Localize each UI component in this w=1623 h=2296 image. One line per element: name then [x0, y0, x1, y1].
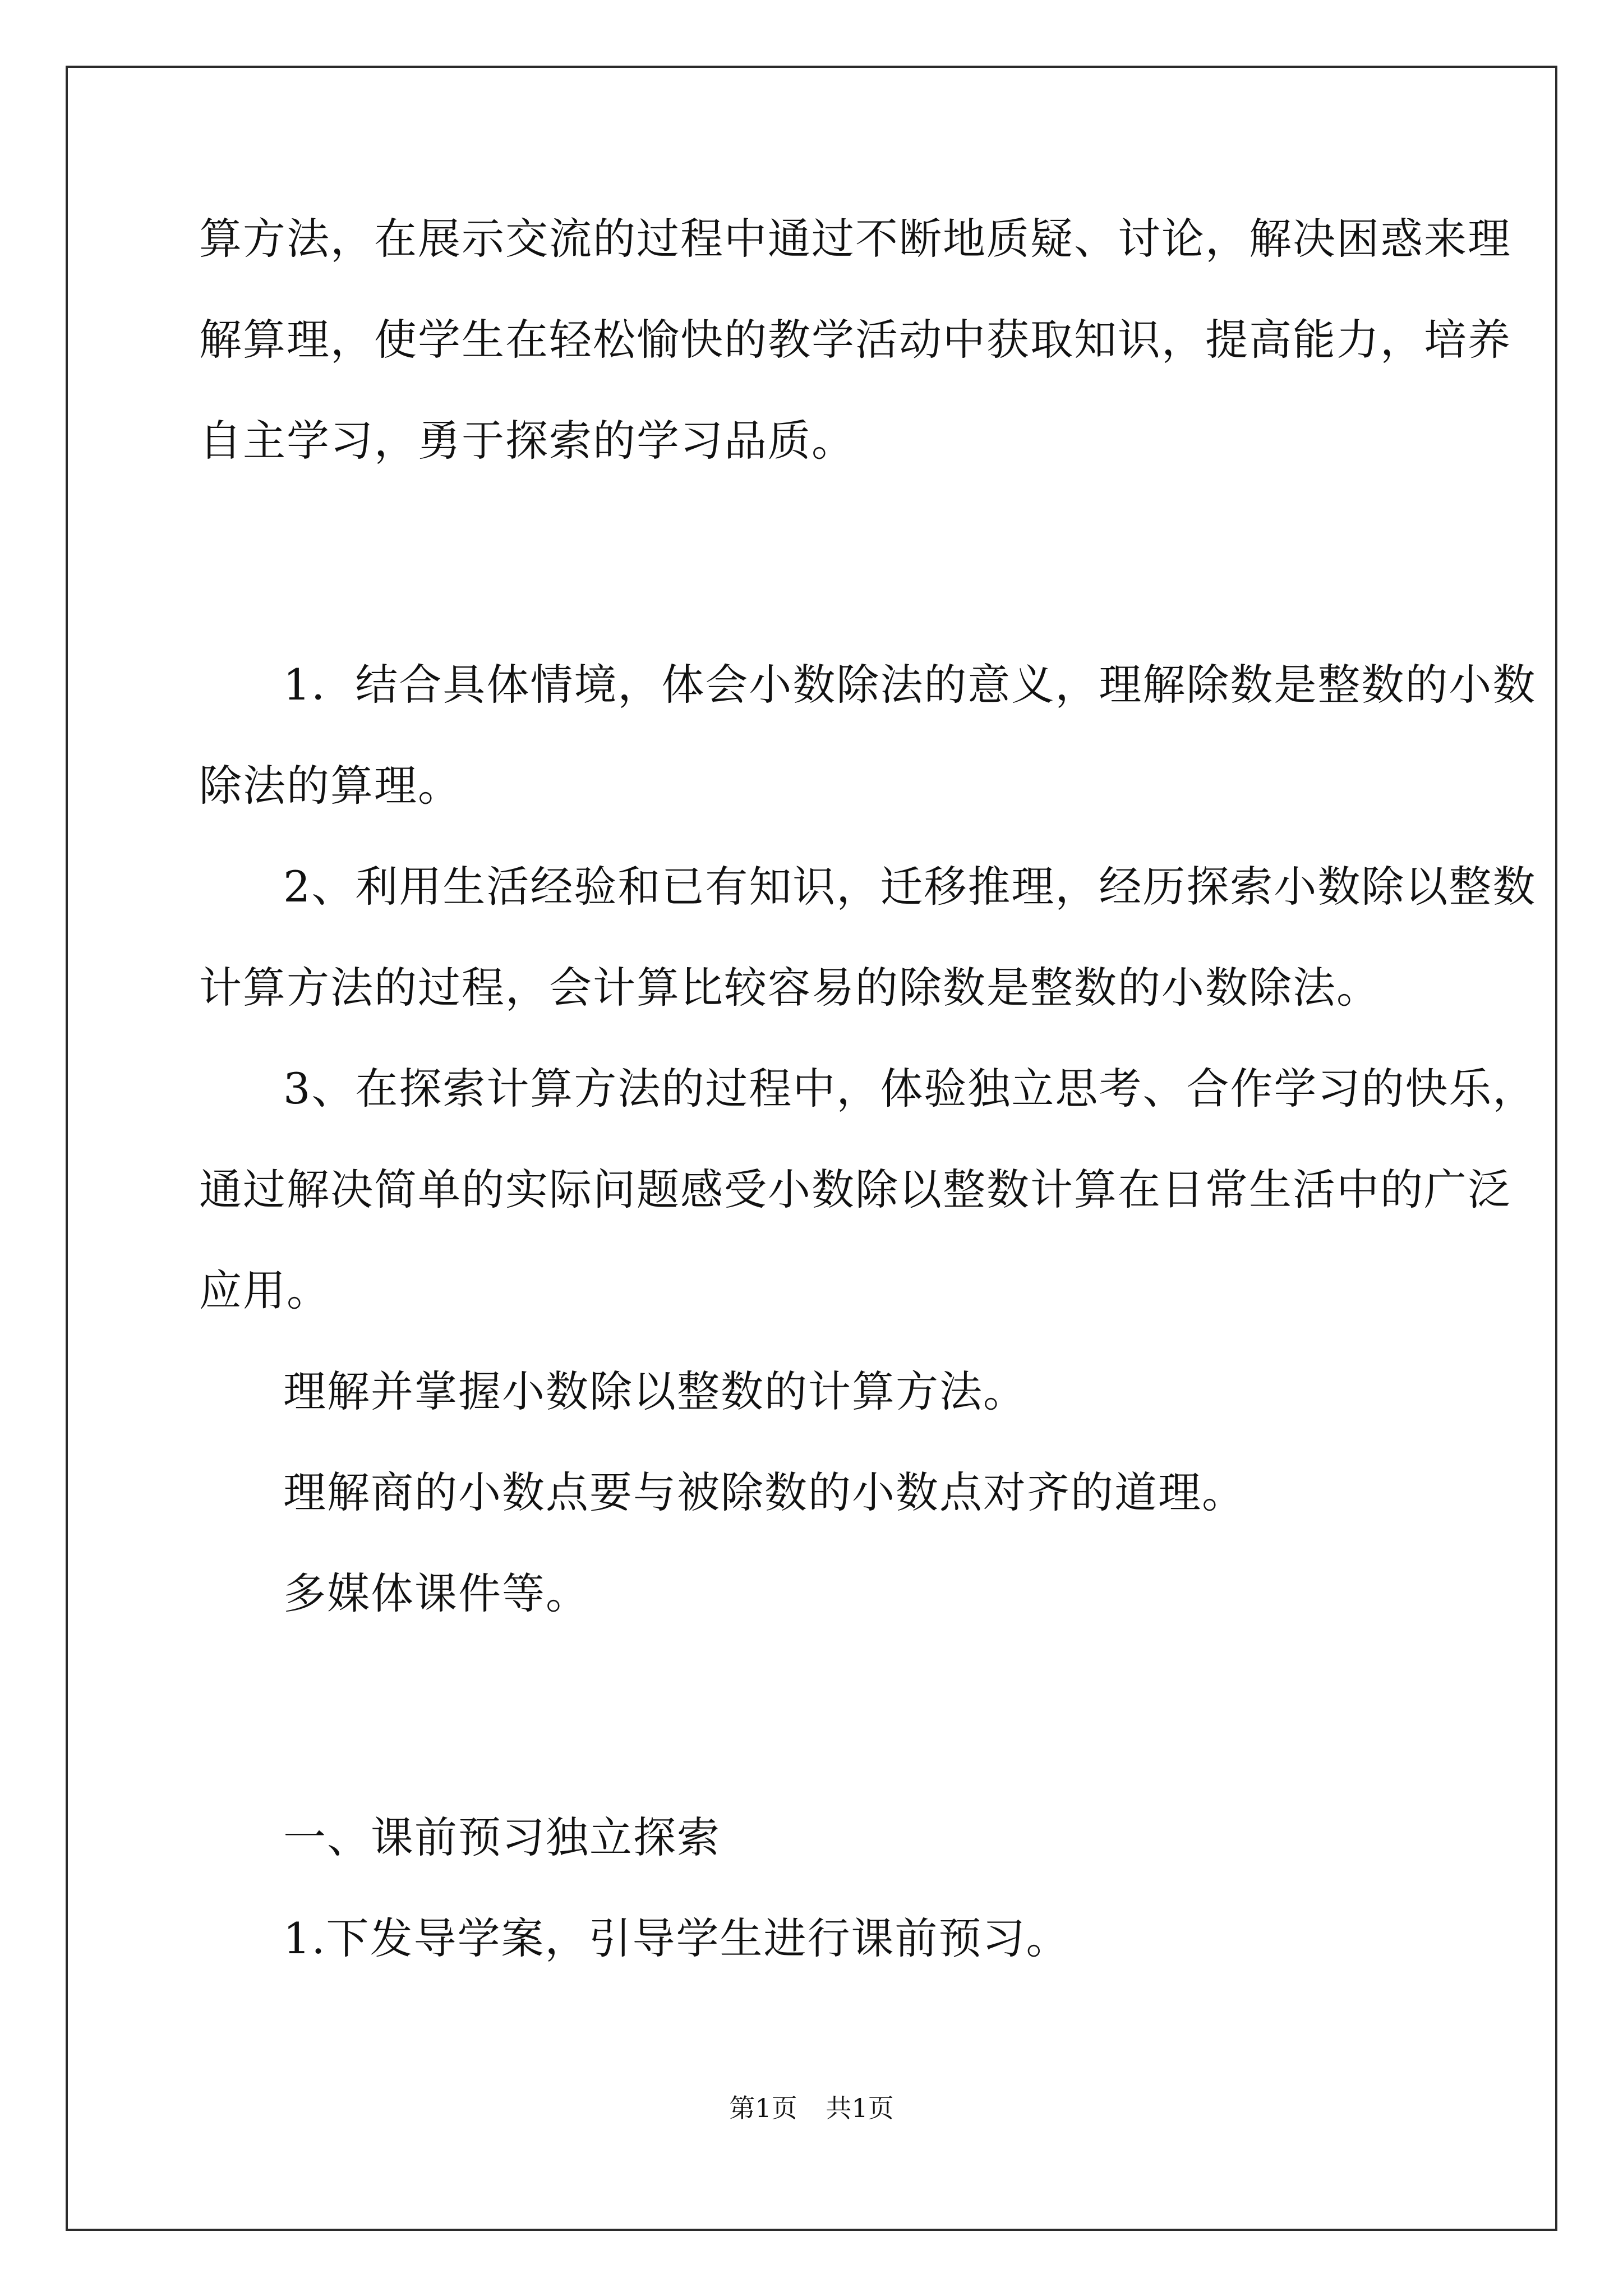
text-line: 算方法，在展示交流的过程中通过不断地质疑、讨论，解决困惑来理: [199, 214, 1511, 264]
text-line: 2、利用生活经验和已有知识，迁移推理，经历探索小数除以整数: [283, 862, 1537, 912]
page-number-total: 共1页: [826, 2093, 894, 2123]
page-footer: [0, 2088, 1623, 2125]
text-line: 理解商的小数点要与被除数的小数点对齐的道理。: [283, 1467, 1246, 1517]
text-line: 计算方法的过程，会计算比较容易的除数是整数的小数除法。: [199, 963, 1380, 1013]
text-line: 理解并掌握小数除以整数的计算方法。: [283, 1366, 1027, 1416]
text-line: 自主学习，勇于探索的学习品质。: [199, 416, 855, 466]
page-number-current: 第1页: [729, 2093, 797, 2123]
section-heading: 一、课前预习独立探索: [283, 1812, 721, 1862]
text-line: 多媒体课件等。: [283, 1568, 589, 1618]
text-line: 1．结合具体情境，体会小数除法的意义，理解除数是整数的小数: [283, 660, 1537, 710]
text-line: 除法的算理。: [199, 761, 462, 811]
text-line: 解算理，使学生在轻松愉快的教学活动中获取知识，提高能力，培养: [199, 315, 1511, 365]
text-line: 应用。: [199, 1266, 330, 1315]
text-line: 1.下发导学案，引导学生进行课前预习。: [283, 1913, 1070, 1963]
page-border: [66, 66, 1557, 2231]
text-line: 3、在探索计算方法的过程中，体验独立思考、合作学习的快乐，: [283, 1064, 1537, 1114]
text-line: 通过解决简单的实际问题感受小数除以整数计算在日常生活中的广泛: [199, 1165, 1511, 1214]
